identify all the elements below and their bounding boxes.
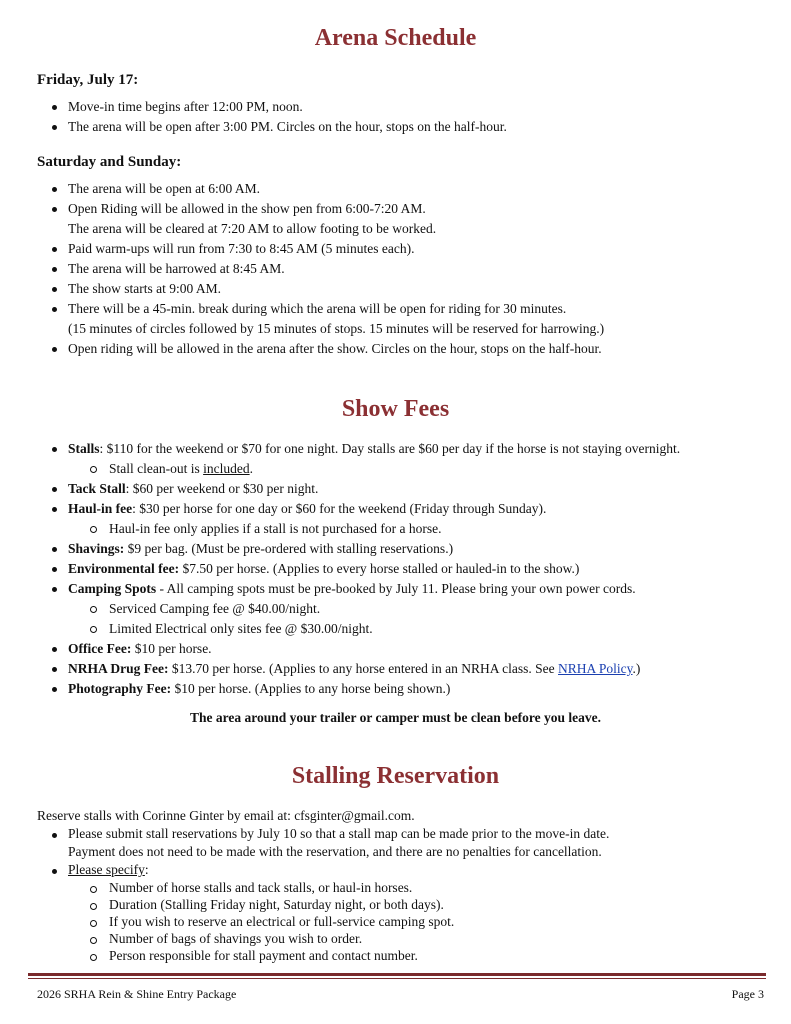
included-text: included — [203, 461, 250, 476]
friday-list — [37, 97, 777, 137]
fee-label: Camping Spots — [68, 581, 157, 596]
list-item: The arena will be harrowed at 8:45 AM. — [37, 259, 777, 279]
weekend-list — [37, 179, 777, 359]
list-item-line: (15 minutes of circles followed by 15 minutes of stops. 15 minutes will be reserved for harrowing.) — [68, 321, 605, 336]
stalling-list — [37, 825, 782, 964]
list-item-line: Open Riding will be allowed in the show pen from 6:00-7:20 AM. — [68, 201, 426, 216]
list-item — [37, 199, 777, 239]
fee-text: $13.70 per horse. (Applies to any horse entered in an NRHA class. See — [168, 661, 559, 676]
fee-label: Haul-in fee — [68, 501, 133, 516]
fee-text: $10 per horse. (Applies to any horse being shown.) — [171, 681, 451, 696]
friday-heading: Friday, July 17: — [37, 72, 139, 88]
list-item: The arena will be open at 6:00 AM. — [37, 179, 777, 199]
fee-label: Photography Fee: — [68, 681, 172, 696]
list-item: Move-in time begins after 12:00 PM, noon. — [37, 97, 777, 117]
list-item-line: There will be a 45-min. break during which the arena will be open for riding for 30 minutes. — [68, 301, 567, 316]
nrha-policy-link[interactable]: NRHA Policy — [558, 661, 633, 676]
fee-shavings — [37, 539, 782, 559]
list-item: Open riding will be allowed in the arena after the show. Circles on the hour, stops on the half-hour. — [37, 339, 777, 359]
list-item — [37, 825, 782, 861]
specify-colon: : — [144, 862, 149, 877]
list-item: The arena will be open after 3:00 PM. Circles on the hour, stops on the half-hour. — [37, 117, 777, 137]
list-item: If you wish to reserve an electrical or full-service camping spot. — [37, 913, 782, 930]
list-item-line: Payment does not need to be made with the reservation, and there are no penalties for cancellation. — [68, 844, 602, 859]
list-item-line: The arena will be cleared at 7:20 AM to allow footing to be worked. — [68, 221, 437, 236]
list-item: Paid warm-ups will run from 7:30 to 8:45 AM (5 minutes each). — [37, 239, 777, 259]
fee-label: Office Fee: — [68, 641, 132, 656]
list-item: Person responsible for stall payment and contact number. — [37, 947, 782, 964]
weekend-heading: Saturday and Sunday: — [37, 154, 182, 170]
stalling-intro: Reserve stalls with Corinne Ginter by email at: cfsginter@gmail.com. — [37, 808, 415, 823]
fee-photography — [37, 679, 782, 699]
footer-document-title: 2026 SRHA Rein & Shine Entry Package — [37, 987, 237, 1001]
list-item — [37, 299, 777, 339]
footer-divider-thin — [28, 978, 766, 979]
footer-page-number: Page 3 — [731, 987, 764, 1001]
fee-haul-in-note: Haul-in fee only applies if a stall is not purchased for a horse. — [37, 519, 782, 539]
fee-label: Shavings: — [68, 541, 125, 556]
fee-text: $10 per horse. — [131, 641, 212, 656]
list-item — [37, 861, 782, 879]
fee-camping-serviced: Serviced Camping fee @ $40.00/night. — [37, 599, 782, 619]
fee-label: Tack Stall — [68, 481, 126, 496]
fee-subtext: Stall clean-out is — [109, 461, 204, 476]
fee-tack-stall — [37, 479, 782, 499]
fee-camping-electrical: Limited Electrical only sites fee @ $30.00/night. — [37, 619, 782, 639]
fee-haul-in — [37, 499, 782, 519]
fee-label: Environmental fee: — [68, 561, 180, 576]
fee-label: Stalls — [68, 441, 100, 456]
cleanup-note: The area around your trailer or camper must be clean before you leave. — [189, 710, 602, 725]
footer-divider — [28, 973, 766, 976]
show-fees-title: Show Fees — [341, 396, 450, 422]
fee-subtext-end: . — [249, 461, 253, 476]
fee-text: : $60 per weekend or $30 per night. — [125, 481, 319, 496]
list-item: Number of bags of shavings you wish to order. — [37, 930, 782, 947]
fee-label: NRHA Drug Fee: — [68, 661, 169, 676]
list-item-line: Please submit stall reservations by July 10 so that a stall map can be made prior to the move-in date. — [68, 826, 610, 841]
arena-schedule-title: Arena Schedule — [314, 25, 477, 51]
please-specify-text: Please specify — [68, 862, 145, 877]
fee-camping — [37, 579, 782, 599]
stalling-reservation-title: Stalling Reservation — [291, 763, 500, 789]
fee-text: $7.50 per horse. (Applies to every horse stalled or hauled-in to the show.) — [179, 561, 580, 576]
fee-stall-cleanout — [37, 459, 782, 479]
list-item: The show starts at 9:00 AM. — [37, 279, 777, 299]
fee-environmental — [37, 559, 782, 579]
fee-text: $9 per bag. (Must be pre-ordered with stalling reservations.) — [124, 541, 454, 556]
list-item: Number of horse stalls and tack stalls, or haul-in horses. — [37, 879, 782, 896]
fee-stalls — [37, 439, 782, 459]
fee-nrha-drug — [37, 659, 782, 679]
fee-office — [37, 639, 782, 659]
fee-text: - All camping spots must be pre-booked by July 11. Please bring your own power cords. — [156, 581, 636, 596]
list-item: Duration (Stalling Friday night, Saturday night, or both days). — [37, 896, 782, 913]
fee-text: : $30 per horse for one day or $60 for the weekend (Friday through Sunday). — [132, 501, 547, 516]
fee-text-end: .) — [632, 661, 641, 676]
fees-list — [37, 439, 782, 699]
fee-text: : $110 for the weekend or $70 for one night. Day stalls are $60 per day if the horse is not staying overnight. — [99, 441, 681, 456]
